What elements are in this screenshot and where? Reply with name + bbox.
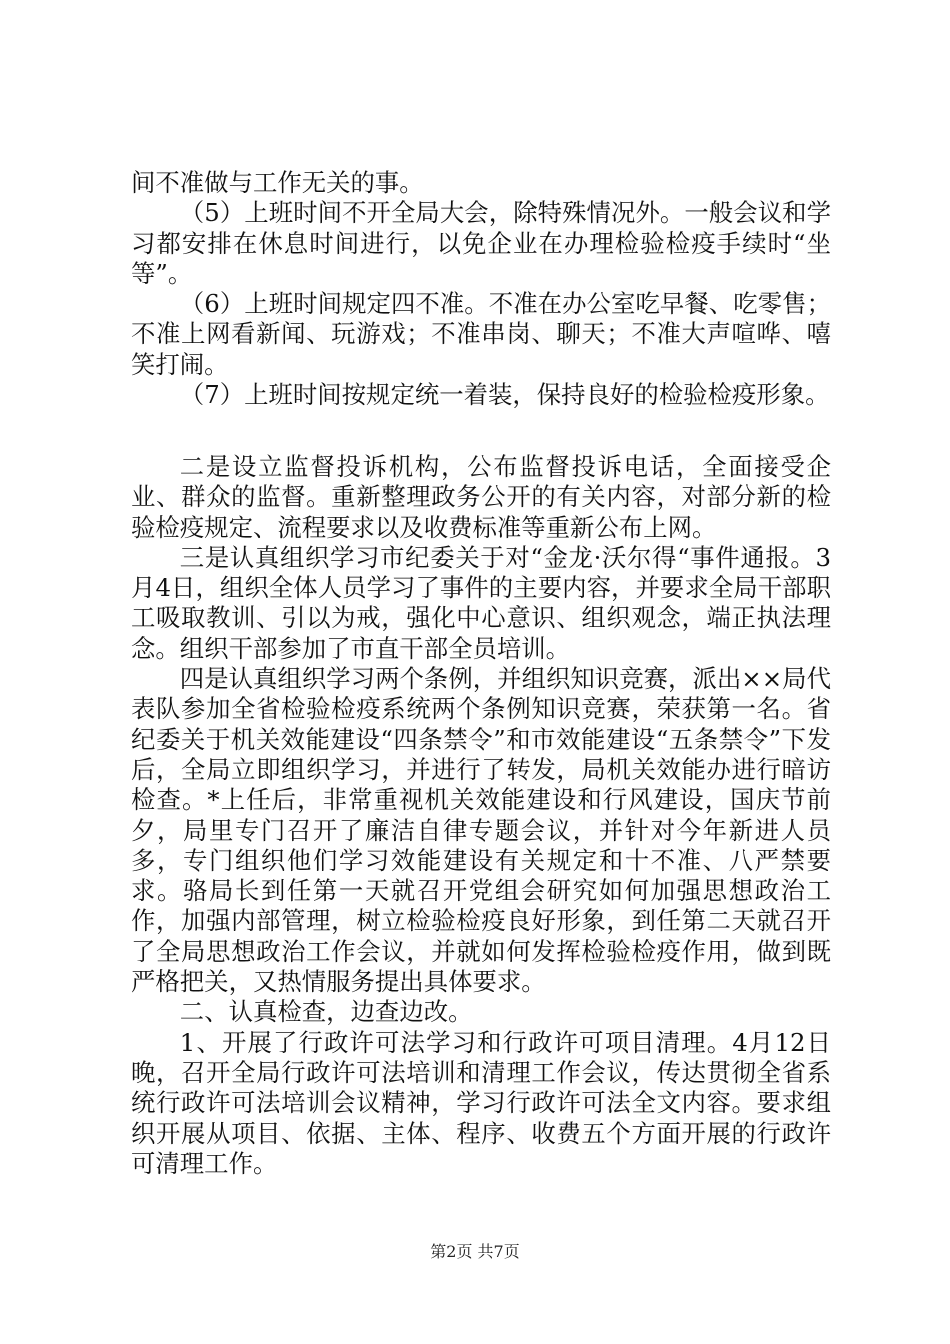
page-footer: 第2页 共7页 bbox=[430, 1242, 520, 1261]
paragraph: 四是认真组织学习两个条例，并组织知识竞赛，派出××局代表队参加全省检验检疫系统两个条例知识竞赛，荣获第一名。省纪委关于机关效能建设“四条禁令”和市效能建设“五条禁令”下发后，全局立即组织学习，并进行了转发，局机关效能办进行暗访检查。*上任后，非常重视机关效能建设和行风建设，国庆节前夕，局里专门召开了廉洁自律专题会议，并针对今年新进人员多，专门组织他们学习效能建设有关规定和十不准、八严禁要求。骆局长到任第一天就召开党组会研究如何加强思想政治工作，加强内部管理，树立检验检疫良好形象，到任第二天就召开了全局思想政治工作会议，并就如何发挥检验检疫作用，做到既严格把关，又热情服务提出具体要求。 bbox=[131, 664, 831, 997]
paragraph: 间不准做与工作无关的事。 bbox=[131, 168, 424, 197]
paragraph: （6）上班时间规定四不准。不准在办公室吃早餐、吃零售；不准上网看新闻、玩游戏；不准串岗、聊天；不准大声喧哗、嘻笑打闹。 bbox=[131, 289, 831, 379]
body-text-bottom bbox=[131, 452, 831, 1179]
paragraph: 三是认真组织学习市纪委关于对“金龙·沃尔得“事件通报。3月4日，组织全体人员学习了事件的主要内容，并要求全局干部职工吸取教训、引以为戒，强化中心意识、组织观念，端正执法理念。组织干部参加了市直干部全员培训。 bbox=[131, 542, 831, 663]
paragraph: 1、开展了行政许可法学习和行政许可项目清理。4月12日晚，召开全局行政许可法培训和清理工作会议，传达贯彻全省系统行政许可法培训会议精神，学习行政许可法全文内容。要求组织开展从项目、依据、主体、程序、收费五个方面开展的行政许可清理工作。 bbox=[131, 1027, 831, 1178]
paragraph: 二是设立监督投诉机构，公布监督投诉电话，全面接受企业、群众的监督。重新整理政务公开的有关内容，对部分新的检验检疫规定、流程要求以及收费标准等重新公布上网。 bbox=[131, 452, 831, 542]
body-text-top bbox=[131, 168, 831, 410]
section-heading: 二、认真检查，边查边改。 bbox=[179, 997, 473, 1027]
paragraph: （7）上班时间按规定统一着装，保持良好的检验检疫形象。 bbox=[179, 380, 830, 410]
paragraph: （5）上班时间不开全局大会，除特殊情况外。一般会议和学习都安排在休息时间进行，以免企业在办理检验检疫手续时“坐等”。 bbox=[131, 198, 831, 288]
